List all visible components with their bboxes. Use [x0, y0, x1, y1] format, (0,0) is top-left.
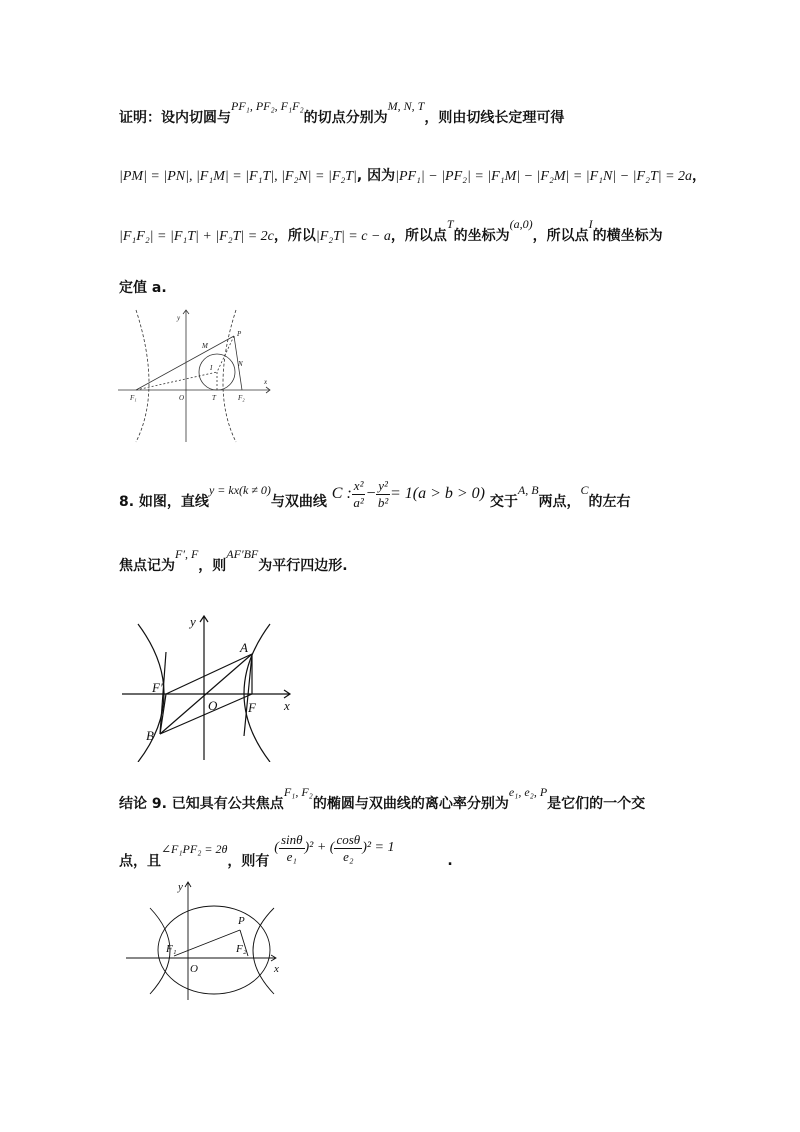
- proof-text: ，所以点: [390, 228, 447, 244]
- formula: (a,0): [509, 217, 533, 231]
- item8-line-2: [119, 547, 348, 575]
- segment-f1p: [174, 930, 240, 956]
- proof-line-2: [119, 168, 706, 186]
- formula: |F₂T| = c − a: [315, 229, 391, 244]
- item9-text: 的椭圆与双曲线的离心率分别为: [312, 796, 509, 812]
- item8-text: 两点，: [538, 493, 581, 510]
- label-b: B: [146, 728, 154, 743]
- figure-ellipse-hyperbola: [124, 880, 284, 1004]
- proof-text: , 因为: [356, 168, 396, 184]
- numerator: sinθ: [280, 832, 303, 847]
- label-m: M: [202, 342, 208, 350]
- fraction: [279, 832, 305, 864]
- item9-text: 是它们的一个交: [547, 796, 646, 812]
- formula: ∠F₁PF₂ = 2θ: [161, 842, 228, 857]
- formula: A, B: [517, 482, 539, 497]
- formula: AF′BF: [226, 547, 259, 561]
- label-a: A: [240, 640, 248, 655]
- formula: C: [580, 482, 589, 497]
- proof-text: 的坐标为: [453, 228, 510, 244]
- label-x: x: [284, 698, 290, 713]
- formula: M, N, T: [387, 99, 425, 113]
- item8-text: 交于: [489, 493, 518, 510]
- item8-text: 与双曲线: [270, 493, 327, 510]
- label-n: N: [238, 360, 243, 368]
- item8-line-1: [119, 478, 631, 518]
- segment-pf1: [136, 336, 234, 390]
- label-i: I: [210, 364, 213, 372]
- formula: I: [588, 217, 593, 231]
- formula: |PM| = |PN|, |F₁M| = |F₁T|, |F₂N| = |F₂T|: [119, 169, 357, 184]
- numerator: y²: [378, 478, 388, 493]
- formula-part: = 1(a > b > 0): [389, 484, 485, 502]
- proof-text: ，所以点: [532, 228, 589, 244]
- label-o: O: [208, 698, 218, 713]
- formula-part: (: [274, 840, 279, 856]
- label-x: x: [264, 378, 268, 386]
- fraction: [352, 478, 366, 510]
- label-t: T: [212, 394, 216, 402]
- proof-line-4: [119, 280, 167, 297]
- formula: |F₁F₂| = |F₁T| + |F₂T| = 2c: [119, 229, 274, 244]
- item8-text: 8. 如图，直线: [119, 493, 209, 510]
- numerator: x²: [353, 478, 364, 493]
- formula: F₁, F₂: [283, 785, 313, 799]
- proof-text: 定值 a.: [119, 280, 167, 296]
- item9-text: ，则有: [227, 853, 270, 870]
- item8-text: ，则: [198, 558, 227, 574]
- label-x: x: [274, 963, 279, 975]
- denominator: e₁: [286, 848, 297, 864]
- hyperbola-left-branch: [136, 310, 149, 442]
- label-f2: F₂: [238, 394, 245, 402]
- period: .: [447, 853, 453, 870]
- fraction: [334, 832, 362, 864]
- fraction: [376, 478, 390, 510]
- label-f1: F₁: [130, 394, 137, 402]
- formula: PF₁, PF₂, F₁F₂: [231, 99, 304, 113]
- denominator: a²: [353, 494, 364, 510]
- proof-text: ，则由切线长定理可得: [424, 110, 565, 126]
- formula: |PF₁| − |PF₂| = |F₁M| − |F₂M| = |F₁N| − |F₂T| = 2a: [395, 169, 693, 184]
- proof-text: 的横坐标为: [592, 228, 663, 244]
- segment-f1i: [136, 372, 217, 390]
- numerator: cosθ: [336, 832, 361, 847]
- proof-line-1: [119, 99, 565, 127]
- label-f2: F₂: [236, 943, 247, 955]
- formula: y = kx(k ≠ 0): [208, 482, 271, 497]
- denominator: e₂: [343, 848, 354, 864]
- formula-part: C :: [331, 484, 352, 502]
- label-y: y: [177, 314, 181, 322]
- proof-line-3: [119, 217, 663, 246]
- label-o: O: [179, 394, 185, 402]
- formula: F′, F: [175, 547, 199, 561]
- label-f: F: [248, 700, 256, 715]
- hyperbola-right-branch: [223, 310, 236, 442]
- label-y: y: [178, 881, 183, 893]
- side-a-fp: [166, 654, 252, 694]
- item8-text: 焦点记为: [119, 558, 175, 574]
- figure-parallelogram: [118, 612, 308, 762]
- label-p: P: [237, 330, 242, 338]
- label-p: P: [238, 915, 245, 927]
- formula-part: )² = 1: [362, 840, 395, 856]
- proof-text: ，所以: [273, 228, 316, 244]
- proof-text: 证明：设内切圆与: [119, 110, 231, 126]
- figure-incircle: [118, 308, 278, 446]
- formula: C : $\frac{\text{x²}}{\text{a²}}$ − $\frac{\text{y²}}{\text{b²}}$ = 1(a > b > 0): [331, 478, 485, 510]
- item8-text: 的左右: [588, 493, 631, 510]
- side-b-f: [160, 694, 252, 734]
- label-f1: F₁: [166, 943, 177, 955]
- formula: T: [446, 217, 454, 231]
- label-y: y: [190, 614, 196, 629]
- formula-part: )² + (: [304, 840, 335, 856]
- item9-line-1: [119, 785, 646, 813]
- item9-text: 点，且: [119, 853, 161, 870]
- item9-text: 结论 9. 已知具有公共焦点: [119, 796, 284, 812]
- item8-text: 为平行四边形.: [258, 558, 348, 574]
- proof-text: 的切点分别为: [303, 110, 388, 126]
- label-o: O: [190, 963, 198, 975]
- denominator: b²: [377, 494, 389, 510]
- proof-text: ，: [692, 168, 707, 184]
- formula: e₁, e₂, P: [508, 785, 548, 799]
- label-fp: F′: [152, 680, 163, 695]
